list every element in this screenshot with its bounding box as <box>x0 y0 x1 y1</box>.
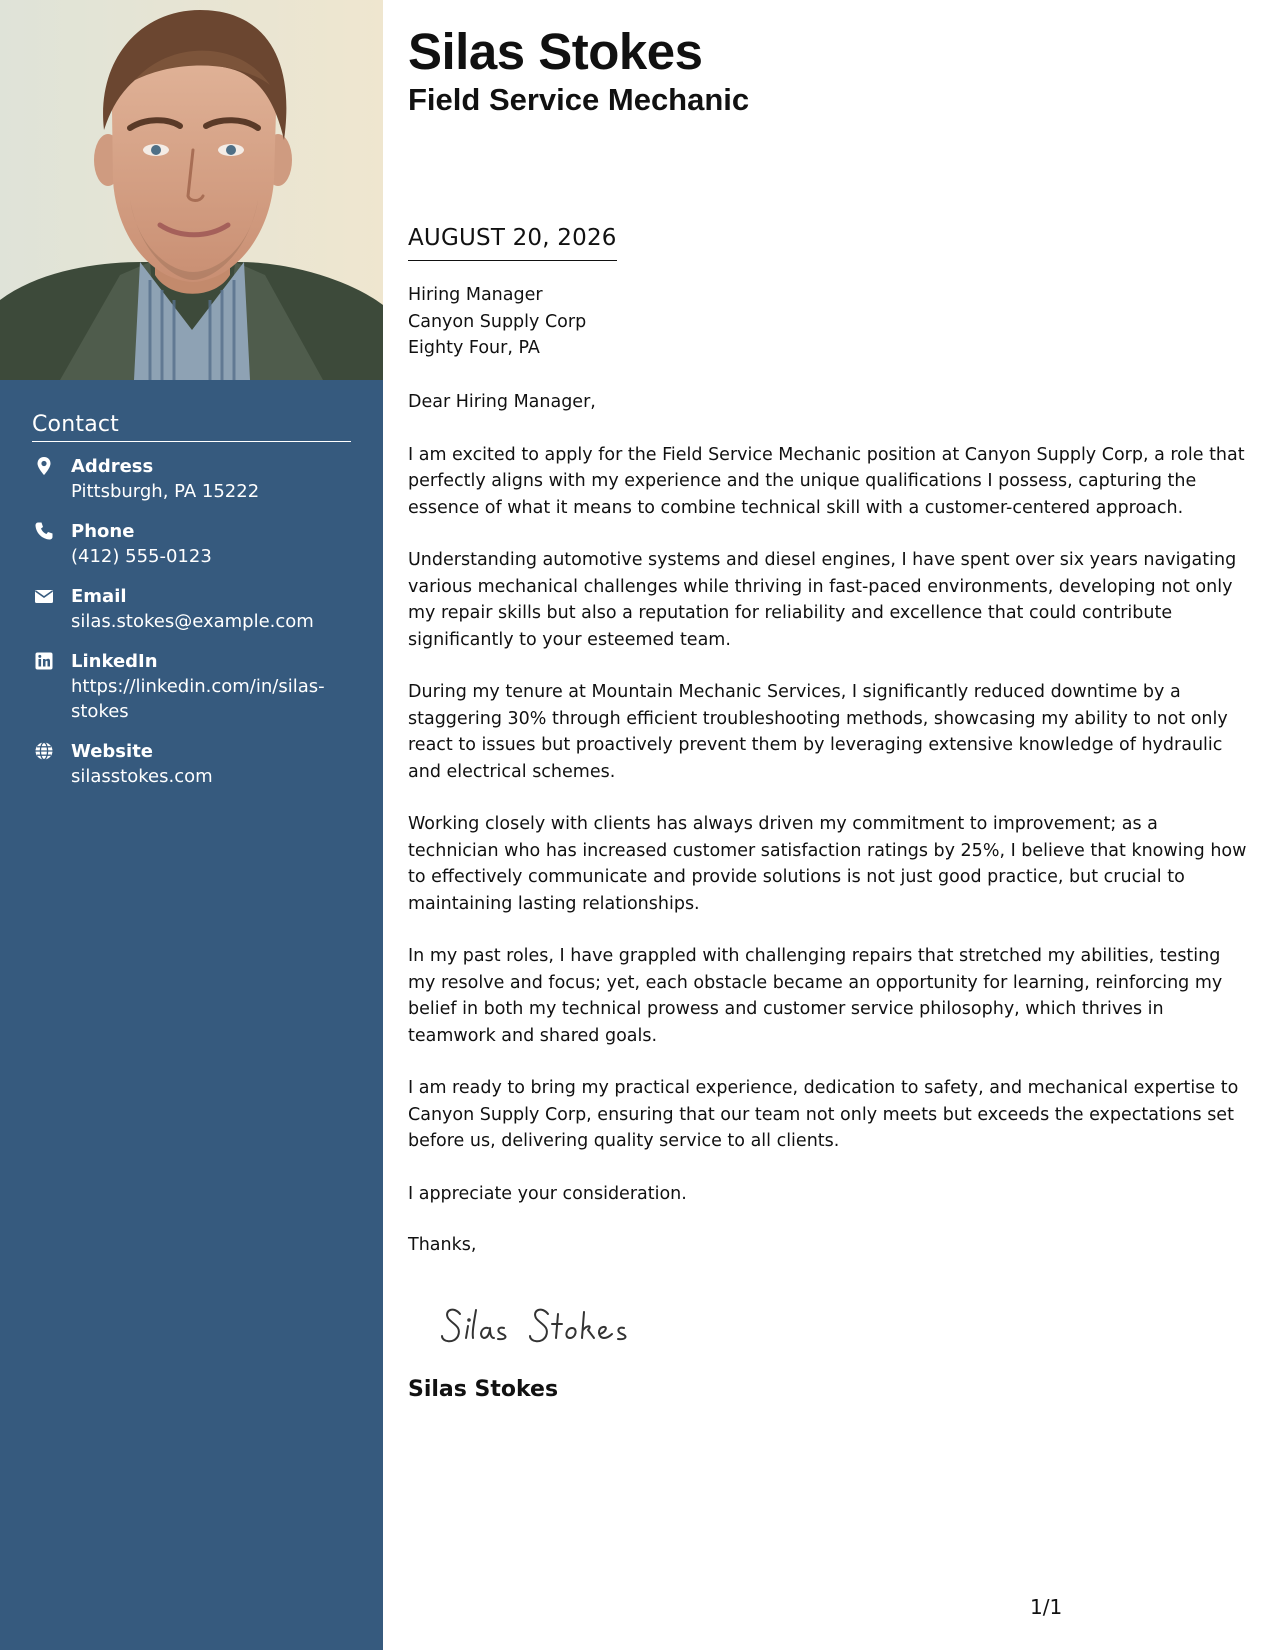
recipient-line: Eighty Four, PA <box>408 338 540 358</box>
applicant-job-title: Field Service Mechanic <box>408 82 750 117</box>
contact-section <box>32 412 351 804</box>
sidebar <box>0 0 383 1650</box>
linkedin-label: LinkedIn <box>71 651 158 672</box>
linkedin-value[interactable]: https://linkedin.com/in/silas-stokes <box>71 676 325 722</box>
greeting: Dear Hiring Manager, <box>408 392 596 412</box>
body-paragraph: I am ready to bring my practical experience, dedication to safety, and mechanical expertise to Canyon Supply Corp, ensuring that our team not only meets but exceeds the expectations set before us, delivering quality service to all clients. <box>408 1078 1239 1152</box>
recipient-line: Hiring Manager <box>408 285 543 305</box>
website-value[interactable]: silasstokes.com <box>71 766 213 787</box>
contact-website <box>32 739 351 789</box>
contact-linkedin <box>32 649 351 724</box>
address-label: Address <box>71 456 154 477</box>
body-paragraph: Understanding automotive systems and diesel engines, I have spent over six years navigating various mechanical challenges while thriving in fast-paced environments, developing not only my repair skills but also a reputation for reliability and excellence that could contribute significantly to your esteemed team. <box>408 550 1237 650</box>
contact-phone <box>32 519 351 569</box>
closing: Thanks, <box>408 1235 477 1255</box>
phone-value: (412) 555-0123 <box>71 546 212 567</box>
phone-label: Phone <box>71 521 135 542</box>
envelope-icon <box>34 586 54 606</box>
body-paragraph: I am excited to apply for the Field Service Mechanic position at Canyon Supply Corp, a role that perfectly aligns with my experience and the unique qualifications I possess, capturing the essence of what it means to combine technical skill with a customer-centered approach. <box>408 444 1245 518</box>
letter-main <box>408 22 1248 1619</box>
linkedin-icon <box>34 651 54 671</box>
recipient-line: Canyon Supply Corp <box>408 311 587 332</box>
email-value[interactable]: silas.stokes@example.com <box>71 611 314 632</box>
body-paragraph: In my past roles, I have grappled with challenging repairs that stretched my abilities, testing my resolve and focus; yet, each obstacle became an opportunity for learning, reinforcing my belief in both my technical prowess and customer service philosophy, which thrives in teamwork and shared goals. <box>408 946 1223 1046</box>
address-value: Pittsburgh, PA 15222 <box>71 481 260 502</box>
email-label: Email <box>71 586 127 607</box>
profile-photo <box>0 0 383 380</box>
page-number: 1/1 <box>1030 1595 1063 1619</box>
letter-date: AUGUST 20, 2026 <box>408 222 617 261</box>
globe-icon <box>34 741 54 761</box>
applicant-name: Silas Stokes <box>408 23 703 80</box>
contact-address <box>32 454 351 504</box>
letter-body <box>408 389 1248 1234</box>
body-paragraph: I appreciate your consideration. <box>408 1184 687 1205</box>
handwritten-signature <box>440 1292 640 1352</box>
website-label: Website <box>71 741 154 762</box>
body-paragraph: Working closely with clients has always driven my commitment to improvement; as a technician who has increased customer satisfaction ratings by 25%, I believe that knowing how to effectively communicate and provide solutions is not just good practice, but crucial to maintaining lasting relationships. <box>408 814 1247 914</box>
phone-icon <box>34 521 54 541</box>
map-pin-icon <box>34 456 54 476</box>
contact-heading: Contact <box>32 412 351 442</box>
signed-name: Silas Stokes <box>408 1377 559 1402</box>
recipient-block <box>408 282 586 362</box>
contact-email <box>32 584 351 634</box>
body-paragraph: During my tenure at Mountain Mechanic Services, I significantly reduced downtime by a staggering 30% through efficient troubleshooting methods, showcasing my ability to not only react to issues but proactively prevent them by leveraging extensive knowledge of hydraulic and electrical schemes. <box>408 682 1228 782</box>
